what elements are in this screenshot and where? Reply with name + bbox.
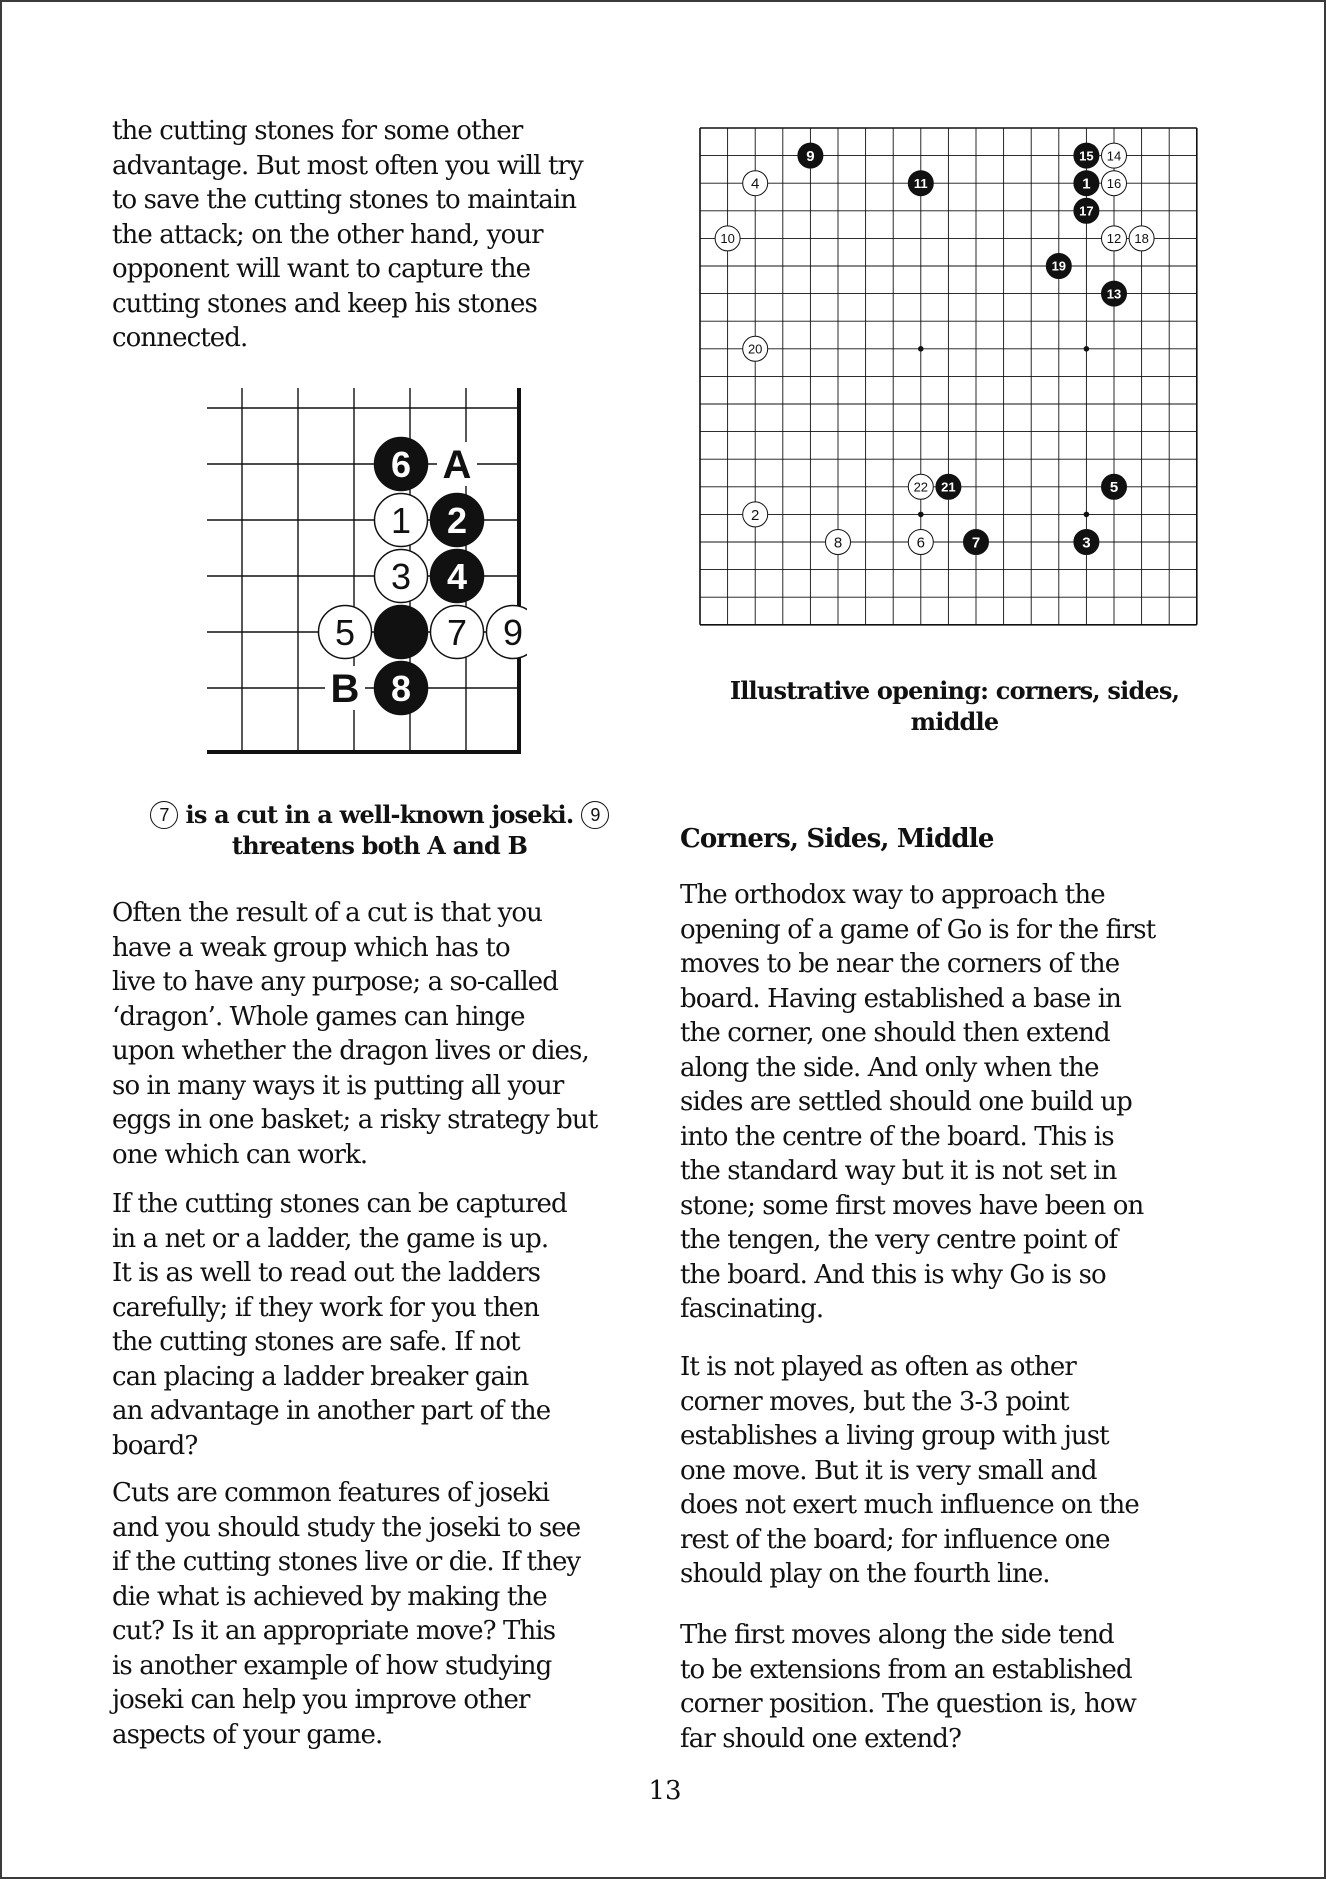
white-stone-16: [1102, 171, 1127, 196]
three-three-paragraph: It is not played as often as other corner moves, but the 3-3 point establishes a living group with just one move. But it is very small and does not exert much influence on the rest of the board; for influence one should play on the fourth line.: [680, 1352, 1139, 1589]
stone-label: 1: [1082, 175, 1091, 193]
star-point: [918, 346, 924, 352]
joseki-study-paragraph: Cuts are common features of joseki and you should study the joseki to see if the cutting stones live or die. If they die what is achieved by making the cut? Is it an appropriate move? This is another example of how studying joseki can help you improve other aspects of your game.: [112, 1478, 581, 1750]
stone-label: 3: [1082, 534, 1091, 552]
star-point: [1084, 512, 1090, 518]
white-stone-4: [743, 171, 768, 196]
stone-label: 3: [390, 556, 412, 597]
stone-label: 8: [390, 668, 412, 709]
white-stone-10: [715, 226, 740, 251]
stone-label: 19: [1051, 258, 1067, 274]
white-stone-22: [908, 474, 933, 499]
stone-label: 12: [1106, 231, 1122, 247]
opening-diagram: [692, 120, 1212, 640]
white-stone-8: [826, 530, 851, 555]
white-stone-9: [487, 606, 528, 659]
stone-label: 9: [502, 612, 524, 653]
black-stone-2: [431, 494, 484, 547]
point-label-a: A: [442, 443, 472, 487]
stone-label: 6: [916, 534, 925, 552]
stone-label: 1: [390, 500, 412, 541]
stone-label: 11: [913, 175, 928, 191]
black-stone-3: [1074, 530, 1099, 555]
black-stone-9: [798, 143, 823, 168]
stone-label: 4: [751, 175, 760, 193]
stone-label: 5: [334, 612, 356, 653]
stone-label: 22: [913, 479, 929, 495]
star-point: [918, 512, 924, 518]
star-point: [1084, 346, 1090, 352]
black-stone-5: [1102, 474, 1127, 499]
black-stone-15: [1074, 143, 1099, 168]
stone-label: 10: [720, 231, 735, 247]
white-stone-2: [743, 502, 768, 527]
black-stone-13: [1102, 281, 1127, 306]
orthodox-paragraph: The orthodox way to approach the opening of a game of Go is for the first moves to be near the corners of the board. Having established a base in the corner, one should then extend along the side. And only when the sides are settled should one build up into the centre of the board. This is the standard way but it is not set in stone; some first moves have been on the tengen, the very centre point of the board. And this is why Go is so fascinating.: [680, 880, 1156, 1324]
stone-label: 8: [833, 534, 843, 552]
black-stone: [375, 606, 428, 659]
white-stone-20: [743, 336, 768, 361]
intro-paragraph: the cutting stones for some other advantage. But most often you will try to save the cutting stones to maintain the attack; on the other hand, your opponent will want to capture the cutting stones and keep his stones connected.: [112, 116, 583, 353]
opening-caption: Illustrative opening: corners, sides, middle: [729, 676, 1180, 736]
black-stone-8: [375, 662, 428, 715]
joseki-diagram: [207, 382, 527, 760]
stone-label: 18: [1134, 231, 1149, 247]
black-stone-21: [936, 474, 961, 499]
stone-label: 7: [971, 534, 981, 552]
dragon-paragraph: Often the result of a cut is that you have a weak group which has to live to have any purpose; a so-called ‘dragon’. Whole games can hinge upon whether the dragon lives or dies, so in many ways it is putting all your eggs in one basket; a risky strategy but one which can work.: [112, 898, 598, 1170]
white-stone-18: [1129, 226, 1154, 251]
section-heading: Corners, Sides, Middle: [680, 824, 994, 854]
white-stone-9-icon: 9: [581, 801, 609, 829]
ladder-paragraph: If the cutting stones can be captured in a net or a ladder, the game is up. It is as well to read out the ladders carefully; if they work for you then the cutting stones are safe. If not can placing a ladder breaker gain an advantage in another part of the board?: [112, 1189, 567, 1461]
point-label-b: B: [330, 667, 360, 711]
stone-label: 5: [1109, 479, 1119, 497]
stone-label: 15: [1079, 148, 1094, 164]
stone-label: 17: [1079, 203, 1094, 219]
black-stone-7: [964, 530, 989, 555]
black-stone-19: [1046, 254, 1071, 279]
black-stone-1: [1074, 171, 1099, 196]
joseki-caption: [112, 799, 647, 861]
white-stone-5: [319, 606, 372, 659]
white-stone-14: [1102, 143, 1127, 168]
black-stone-17: [1074, 198, 1099, 223]
stone-label: 4: [446, 556, 468, 597]
white-stone-1: [375, 494, 428, 547]
white-stone-7-icon: 7: [150, 801, 178, 829]
black-stone-4: [431, 550, 484, 603]
stone-body: [375, 606, 428, 659]
stone-label: 14: [1106, 148, 1122, 164]
white-stone-7: [431, 606, 484, 659]
page-number: 13: [648, 1776, 682, 1806]
stone-label: 7: [446, 612, 468, 653]
white-stone-12: [1102, 226, 1127, 251]
black-stone-6: [375, 438, 428, 491]
stone-label: 9: [806, 148, 815, 165]
stone-label: 21: [941, 479, 956, 495]
white-stone-3: [375, 550, 428, 603]
white-stone-6: [908, 530, 933, 555]
stone-label: 13: [1106, 286, 1122, 302]
side-extension-paragraph: The first moves along the side tend to be extensions from an established corner position. The question is, how far should one extend?: [680, 1620, 1136, 1754]
black-stone-11: [908, 171, 933, 196]
stone-label: 2: [446, 500, 468, 541]
joseki-caption-text-a: is a cut in a well-known joseki.: [178, 800, 581, 829]
stone-label: 2: [751, 506, 760, 524]
stone-label: 16: [1106, 175, 1122, 191]
stone-label: 20: [747, 341, 763, 357]
joseki-caption-text-b: threatens both A and B: [231, 831, 528, 860]
stone-label: 6: [390, 444, 412, 485]
